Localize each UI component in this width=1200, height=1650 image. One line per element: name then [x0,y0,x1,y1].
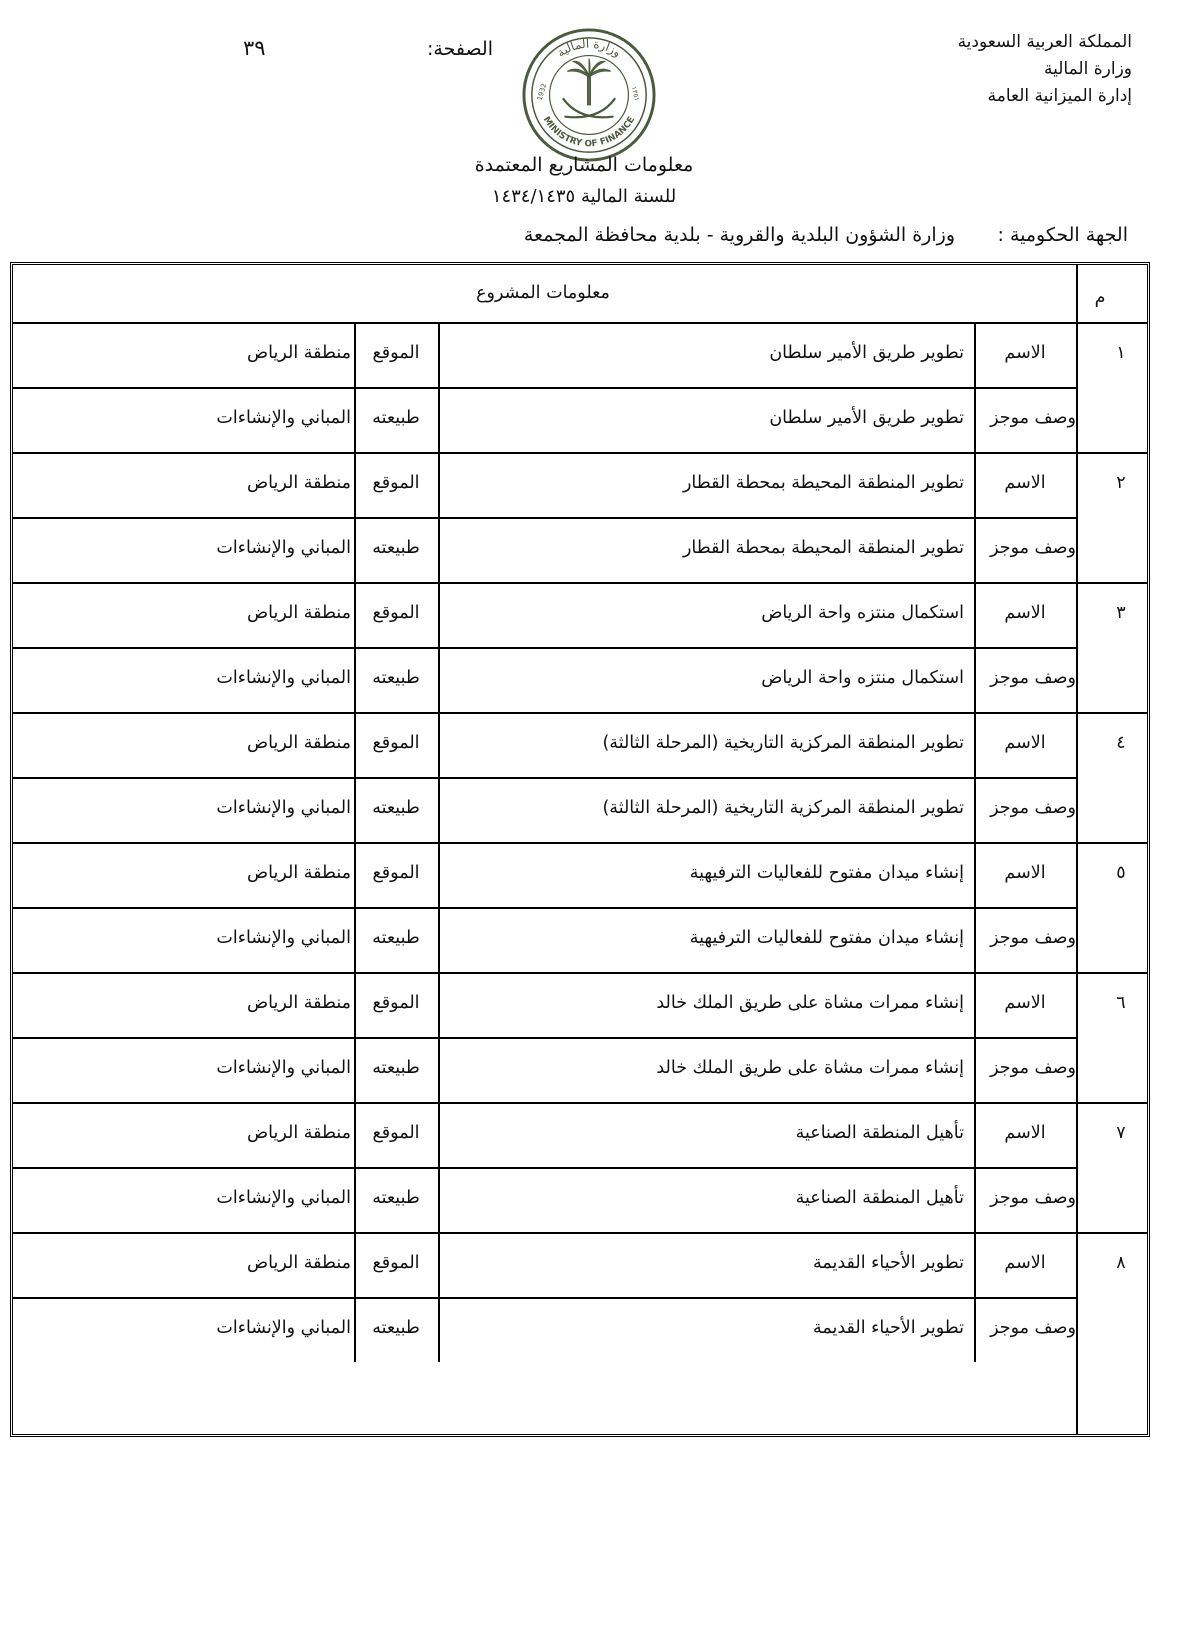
table-cell-divider [974,322,976,452]
seal-arabic-text: وزارة المالية [554,36,624,60]
table-cell-divider [354,322,356,452]
project-nature: المباني والإنشاءات [216,408,351,428]
project-location: منطقة الرياض [246,993,351,1013]
table-column-divider [1076,265,1078,1434]
label-nature: طبيعته [372,408,420,428]
label-location: الموقع [372,1253,420,1273]
label-location: الموقع [372,993,420,1013]
table-cell-divider [354,712,356,842]
label-description: وصف موجز [990,1318,1076,1338]
project-description: استكمال منتزه واحة الرياض [761,668,964,688]
table-cell-divider [354,1232,356,1362]
table-cell-divider [354,452,356,582]
ministry-line-budget: إدارة الميزانية العامة [987,86,1132,106]
label-name: الاسم [1004,1253,1046,1273]
table-cell-divider [354,842,356,972]
project-name: تطوير الأحياء القديمة [812,1253,964,1273]
project-name: تطوير المنطقة المركزية التاريخية (المرحلة الثالثة) [602,733,964,753]
table-project-divider [13,1232,1147,1234]
label-name: الاسم [1004,863,1046,883]
project-location: منطقة الرياض [246,343,351,363]
project-description: إنشاء ميدان مفتوح للفعاليات الترفيهية [689,928,964,948]
project-name: إنشاء ممرات مشاة على طريق الملك خالد [656,993,964,1013]
project-number: ٣ [1116,603,1126,623]
project-location: منطقة الرياض [246,473,351,493]
page-label: الصفحة: [426,38,493,60]
document-title: معلومات المشاريع المعتمدة [474,154,694,176]
label-name: الاسم [1004,343,1046,363]
table-row-divider [13,777,1076,779]
table-cell-divider [438,1102,440,1232]
seal-english-text: MINISTRY OF FINANCE [540,115,638,150]
project-number: ٢ [1116,473,1126,493]
project-number: ٧ [1116,1123,1126,1143]
table-cell-divider [438,452,440,582]
entity-value: وزارة الشؤون البلدية والقروية - بلدية محافظة المجمعة [523,224,955,246]
project-location: منطقة الرياض [246,733,351,753]
table-project-divider [13,972,1147,974]
table-project-divider [13,582,1147,584]
label-nature: طبيعته [372,798,420,818]
table-cell-divider [354,582,356,712]
project-description: إنشاء ممرات مشاة على طريق الملك خالد [656,1058,964,1078]
seal-year-right: ١٣٥١ [629,85,642,102]
project-description: تأهيل المنطقة الصناعية [795,1188,964,1208]
project-nature: المباني والإنشاءات [216,928,351,948]
project-name: استكمال منتزه واحة الرياض [761,603,964,623]
label-description: وصف موجز [990,1188,1076,1208]
label-location: الموقع [372,473,420,493]
label-description: وصف موجز [990,798,1076,818]
table-project-divider [13,1102,1147,1104]
label-name: الاسم [1004,473,1046,493]
label-description: وصف موجز [990,668,1076,688]
project-location: منطقة الرياض [246,603,351,623]
table-row-divider [13,1297,1076,1299]
project-description: تطوير المنطقة المركزية التاريخية (المرحلة الثالثة) [602,798,964,818]
ministry-header [958,34,1132,115]
table-row-divider [13,387,1076,389]
page-number: ٣٩ [243,36,266,60]
project-description: تطوير الأحياء القديمة [812,1318,964,1338]
label-location: الموقع [372,1123,420,1143]
label-nature: طبيعته [372,1318,420,1338]
label-description: وصف موجز [990,928,1076,948]
label-nature: طبيعته [372,538,420,558]
table-cell-divider [974,972,976,1102]
project-number: ٦ [1116,993,1126,1013]
projects-table [10,262,1150,1437]
project-name: تطوير طريق الأمير سلطان [769,343,964,363]
project-nature: المباني والإنشاءات [216,1058,351,1078]
project-nature: المباني والإنشاءات [216,1188,351,1208]
label-name: الاسم [1004,733,1046,753]
ministry-seal-icon [520,26,658,164]
table-row-divider [13,1167,1076,1169]
project-name: تأهيل المنطقة الصناعية [795,1123,964,1143]
project-description: تطوير طريق الأمير سلطان [769,408,964,428]
table-cell-divider [354,972,356,1102]
project-number: ٤ [1116,733,1126,753]
table-cell-divider [438,582,440,712]
table-header-info: معلومات المشروع [476,283,610,303]
label-name: الاسم [1004,603,1046,623]
table-row-divider [13,1037,1076,1039]
table-cell-divider [438,322,440,452]
label-description: وصف موجز [990,1058,1076,1078]
table-row-divider [13,907,1076,909]
label-location: الموقع [372,343,420,363]
table-cell-divider [438,972,440,1102]
label-nature: طبيعته [372,928,420,948]
project-nature: المباني والإنشاءات [216,538,351,558]
table-cell-divider [974,712,976,842]
table-cell-divider [974,452,976,582]
project-location: منطقة الرياض [246,1253,351,1273]
table-cell-divider [974,582,976,712]
project-nature: المباني والإنشاءات [216,668,351,688]
label-nature: طبيعته [372,668,420,688]
ministry-line-finance: وزارة المالية [1044,59,1132,79]
table-row-divider [13,647,1076,649]
label-description: وصف موجز [990,408,1076,428]
label-name: الاسم [1004,1123,1046,1143]
label-name: الاسم [1004,993,1046,1013]
table-cell-divider [438,842,440,972]
palm-tree-icon [567,59,610,105]
table-project-divider [13,842,1147,844]
label-location: الموقع [372,863,420,883]
project-number: ٥ [1116,863,1126,883]
table-cell-divider [438,1232,440,1362]
label-nature: طبيعته [372,1058,420,1078]
label-description: وصف موجز [990,538,1076,558]
table-header-divider [13,322,1147,324]
project-location: منطقة الرياض [246,863,351,883]
ministry-line-kingdom: المملكة العربية السعودية [957,32,1132,52]
table-cell-divider [974,1102,976,1232]
label-nature: طبيعته [372,1188,420,1208]
project-nature: المباني والإنشاءات [216,1318,351,1338]
label-location: الموقع [372,733,420,753]
project-number: ١ [1116,343,1126,363]
table-cell-divider [974,1232,976,1362]
entity-label: الجهة الحكومية : [997,224,1128,246]
project-name: تطوير المنطقة المحيطة بمحطة القطار [682,473,964,493]
table-row-divider [13,517,1076,519]
project-description: تطوير المنطقة المحيطة بمحطة القطار [682,538,964,558]
table-project-divider [13,712,1147,714]
table-header-number: م [1094,288,1106,308]
table-cell-divider [354,1102,356,1232]
fiscal-year-title: للسنة المالية ١٤٣٤/١٤٣٥ [491,186,677,207]
table-project-divider [13,452,1147,454]
project-number: ٨ [1116,1253,1126,1273]
project-location: منطقة الرياض [246,1123,351,1143]
project-nature: المباني والإنشاءات [216,798,351,818]
table-cell-divider [438,712,440,842]
project-name: إنشاء ميدان مفتوح للفعاليات الترفيهية [689,863,964,883]
label-location: الموقع [372,603,420,623]
table-cell-divider [974,842,976,972]
seal-year-left: 1932 [535,82,549,102]
